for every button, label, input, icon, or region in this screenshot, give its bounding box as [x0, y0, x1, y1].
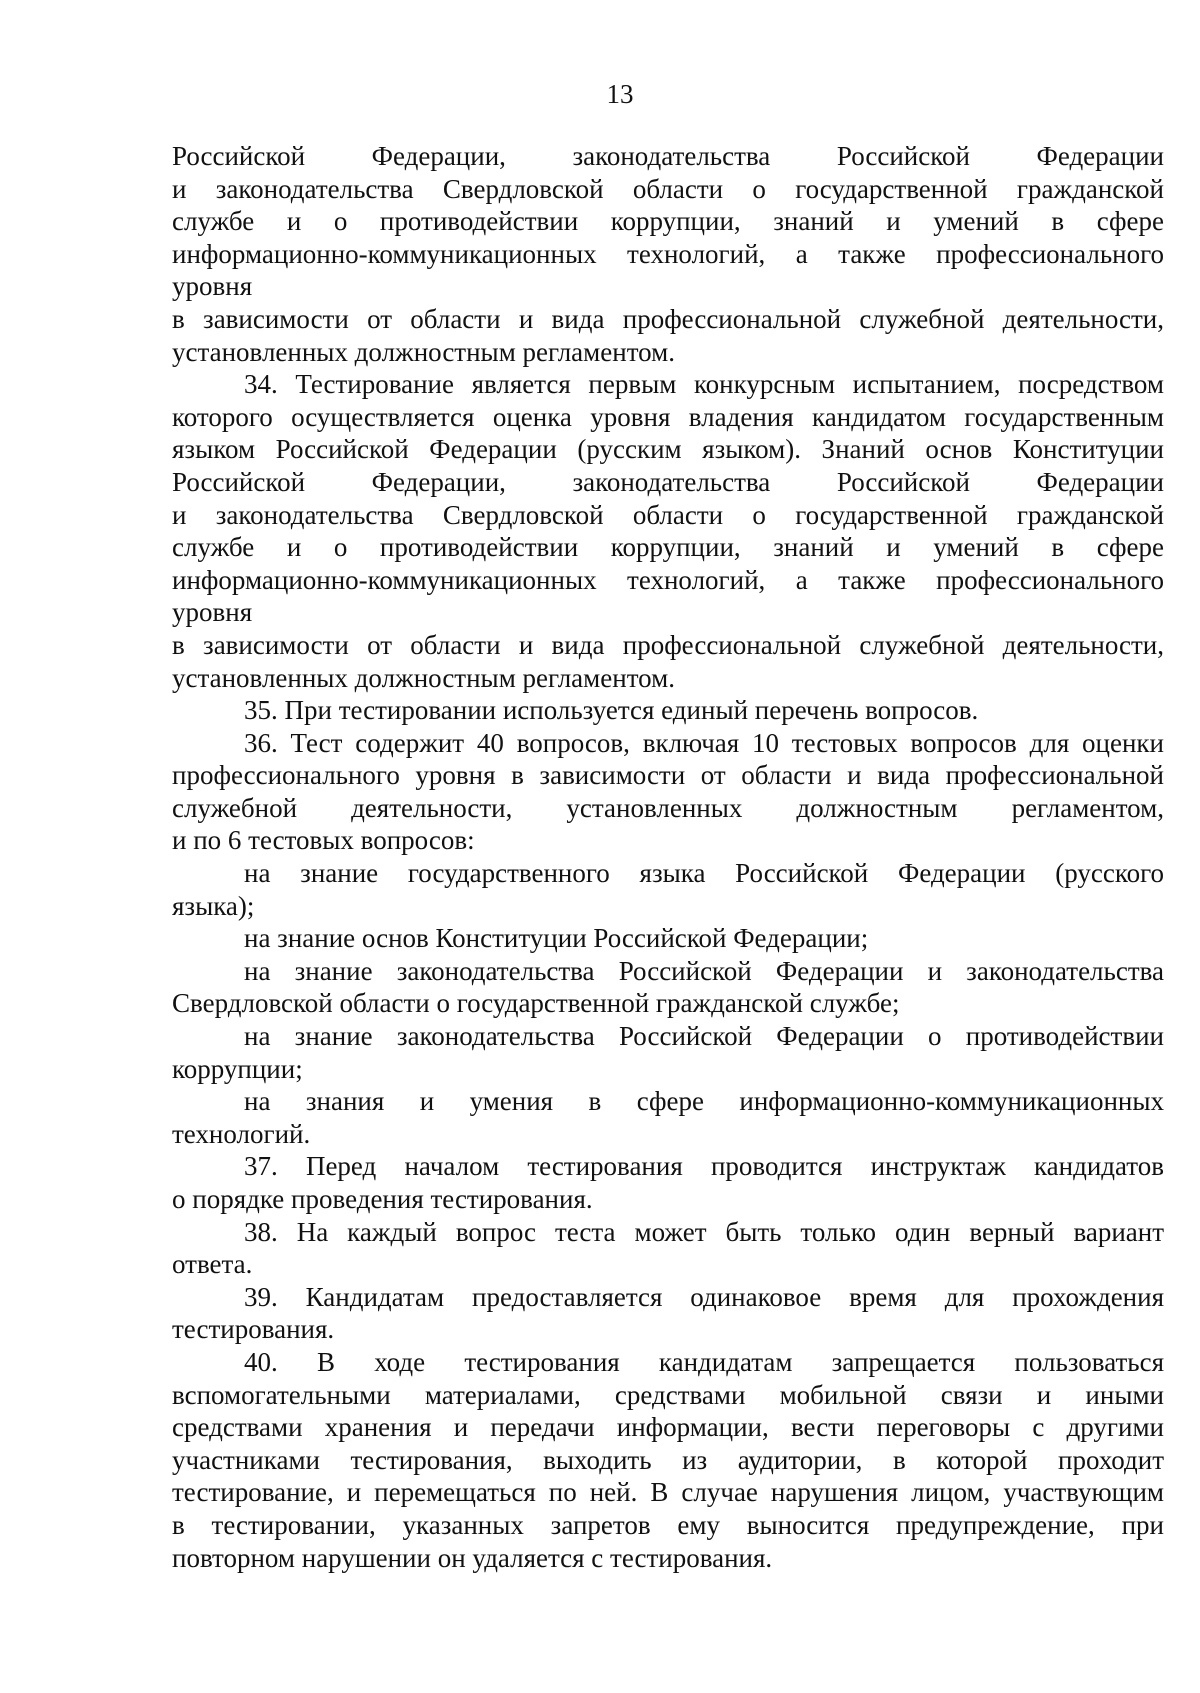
text-line: 36. Тест содержит 40 вопросов, включая 10 тестовых вопросов для оценки	[244, 727, 1164, 758]
text-line: службе и о противодействии коррупции, знаний и умений в сфере	[172, 532, 1164, 563]
text-line: 40. В ходе тестирования кандидатам запрещается пользоваться	[244, 1346, 1164, 1377]
text-line: технологий.	[172, 1118, 311, 1149]
text-line: Свердловской области о государственной гражданской службе;	[172, 988, 900, 1019]
text-line: информационно-коммуникационных технологий, а также профессионального	[172, 564, 1164, 595]
text-line: Российской Федерации, законодательства Российской Федерации	[172, 466, 1164, 497]
text-line: уровня	[172, 271, 253, 302]
text-line: в тестировании, указанных запретов ему выносится предупреждение, при	[172, 1509, 1164, 1540]
text-line: 37. Перед началом тестирования проводится инструктаж кандидатов	[244, 1151, 1164, 1182]
text-line: на знание законодательства Российской Федерации и законодательства	[244, 955, 1164, 986]
text-line: на знание государственного языка Российской Федерации (русского	[244, 858, 1164, 889]
text-line: на знание основ Конституции Российской Федерации;	[244, 923, 869, 954]
text-line: служебной деятельности, установленных должностным регламентом,	[172, 792, 1164, 823]
text-line: профессионального уровня в зависимости от области и вида профессиональной	[172, 760, 1164, 791]
text-line: ответа.	[172, 1249, 253, 1280]
text-line: установленных должностным регламентом.	[172, 662, 675, 693]
document-body	[172, 140, 1164, 1574]
text-line: 39. Кандидатам предоставляется одинаковое время для прохождения	[244, 1281, 1164, 1312]
text-line: средствами хранения и передачи информации, вести переговоры с другими	[172, 1412, 1164, 1443]
text-line: установленных должностным регламентом.	[172, 336, 675, 367]
text-line: в зависимости от области и вида профессиональной служебной деятельности,	[172, 303, 1164, 334]
text-line: Российской Федерации, законодательства Российской Федерации	[172, 141, 1164, 171]
page-number: 13	[606, 79, 634, 109]
text-line: тестирования.	[172, 1314, 335, 1345]
text-line: участниками тестирования, выходить из аудитории, в которой проходит	[172, 1444, 1164, 1475]
text-line: информационно-коммуникационных технологий, а также профессионального	[172, 238, 1164, 269]
text-line: языка);	[172, 890, 255, 921]
text-line: службе и о противодействии коррупции, знаний и умений в сфере	[172, 206, 1164, 237]
text-line: повторном нарушении он удаляется с тестирования.	[172, 1542, 773, 1573]
text-line: вспомогательными материалами, средствами мобильной связи и иными	[172, 1379, 1164, 1410]
text-line: и законодательства Свердловской области о государственной гражданской	[172, 499, 1164, 530]
text-line: и законодательства Свердловской области о государственной гражданской	[172, 173, 1164, 204]
text-line: на знания и умения в сфере информационно-коммуникационных	[244, 1086, 1164, 1117]
text-line: в зависимости от области и вида профессиональной служебной деятельности,	[172, 629, 1164, 660]
text-line: тестирование, и перемещаться по ней. В случае нарушения лицом, участвующим	[172, 1477, 1164, 1508]
text-line: уровня	[172, 597, 253, 628]
text-line: на знание законодательства Российской Федерации о противодействии	[244, 1021, 1164, 1052]
text-line: которого осуществляется оценка уровня владения кандидатом государственным	[172, 401, 1164, 432]
text-line: 35. При тестировании используется единый перечень вопросов.	[244, 695, 979, 726]
text-line: коррупции;	[172, 1053, 303, 1084]
text-line: языком Российской Федерации (русским языком). Знаний основ Конституции	[172, 434, 1164, 465]
text-line: 38. На каждый вопрос теста может быть только один верный вариант	[244, 1216, 1164, 1247]
text-line: о порядке проведения тестирования.	[172, 1184, 593, 1214]
text-line: 34. Тестирование является первым конкурсным испытанием, посредством	[244, 369, 1164, 400]
text-line: и по 6 тестовых вопросов:	[172, 825, 475, 856]
